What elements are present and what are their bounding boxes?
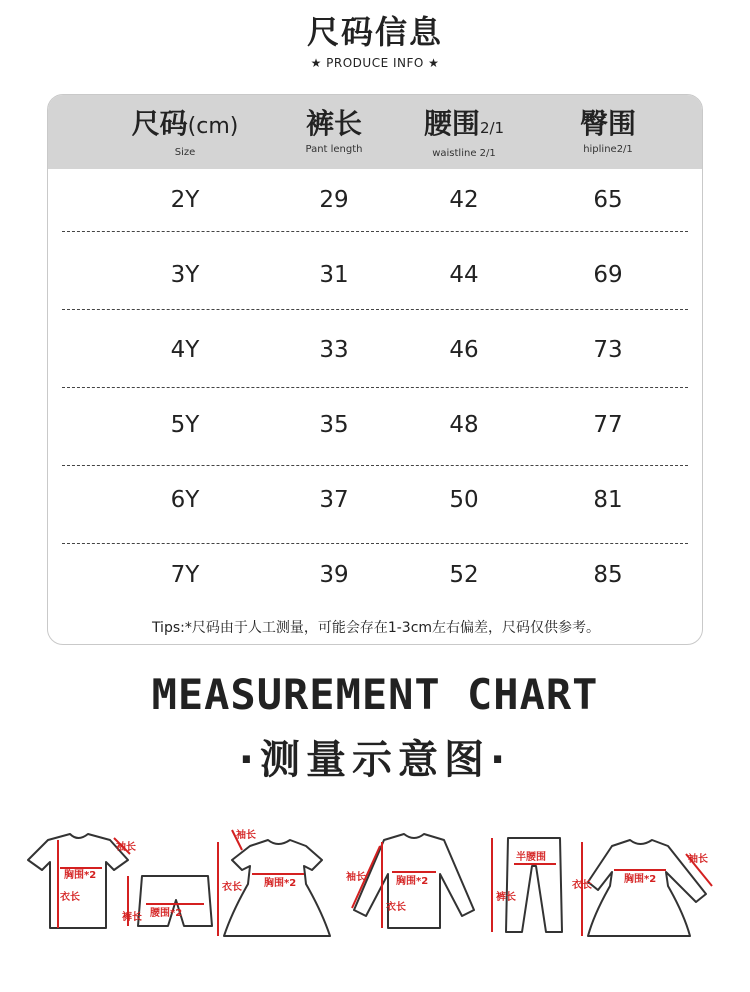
column-ratio: 2/1 bbox=[479, 119, 505, 137]
table-header bbox=[48, 95, 702, 169]
waist-label: 腰围*2 bbox=[150, 908, 183, 919]
table-cell: 85 bbox=[593, 562, 623, 588]
column-zh-label: 腰围 bbox=[423, 107, 480, 140]
row-divider bbox=[62, 309, 688, 310]
table-cell: 77 bbox=[593, 412, 623, 438]
sleeve-label: 袖长 bbox=[346, 872, 366, 883]
table-cell: 69 bbox=[593, 262, 623, 288]
tips-note: Tips:*尺码由于人工测量，可能会存在1-3cm左右偏差，尺码仅供参考。 bbox=[151, 620, 601, 636]
body-length-label: 衣长 bbox=[222, 882, 242, 893]
table-cell: 35 bbox=[319, 412, 349, 438]
body-length-label: 衣长 bbox=[60, 892, 80, 903]
column-zh-label: 尺码 bbox=[131, 107, 188, 140]
table-cell: 44 bbox=[449, 262, 479, 288]
tshirt-icon bbox=[28, 834, 128, 928]
body-length-label: 衣长 bbox=[386, 902, 406, 913]
table-cell: 73 bbox=[593, 337, 623, 363]
table-cell: 2Y bbox=[170, 187, 200, 213]
column-unit: (cm) bbox=[187, 114, 239, 139]
row-divider bbox=[62, 387, 688, 388]
column-header-size bbox=[103, 95, 267, 160]
pant-length-label: 裤长 bbox=[496, 892, 516, 903]
pant-length-label: 裤长 bbox=[122, 912, 142, 923]
column-zh-label: 臀围 bbox=[579, 107, 636, 140]
body-length-label: 衣长 bbox=[572, 880, 592, 891]
table-row bbox=[48, 255, 703, 295]
table-cell: 33 bbox=[319, 337, 349, 363]
table-row bbox=[48, 180, 703, 220]
table-cell: 4Y bbox=[170, 337, 200, 363]
sleeve-label: 袖长 bbox=[236, 830, 256, 841]
column-en-label: hipline2/1 bbox=[583, 144, 633, 155]
table-cell: 6Y bbox=[170, 487, 200, 513]
table-row bbox=[48, 480, 703, 520]
column-en-label: Pant length bbox=[305, 144, 363, 155]
column-header-hipline bbox=[526, 95, 690, 157]
column-en-label: Size bbox=[174, 147, 196, 158]
table-cell: 42 bbox=[449, 187, 479, 213]
table-cell: 52 bbox=[449, 562, 479, 588]
table-cell: 39 bbox=[319, 562, 349, 588]
row-divider bbox=[62, 231, 688, 232]
page-subtitle: ★ PRODUCE INFO ★ bbox=[310, 56, 440, 70]
chest-label: 胸围*2 bbox=[396, 876, 429, 887]
table-cell: 3Y bbox=[170, 262, 200, 288]
measurement-diagram bbox=[0, 820, 750, 950]
row-divider bbox=[62, 465, 688, 466]
page-header bbox=[0, 10, 750, 70]
column-header-waistline bbox=[382, 95, 546, 161]
row-divider bbox=[62, 543, 688, 544]
sleeve-label: 袖长 bbox=[116, 842, 136, 853]
table-cell: 65 bbox=[593, 187, 623, 213]
page-title: 尺码信息 bbox=[306, 13, 443, 51]
table-cell: 48 bbox=[449, 412, 479, 438]
table-cell: 37 bbox=[319, 487, 349, 513]
table-cell: 7Y bbox=[170, 562, 200, 588]
table-cell: 46 bbox=[449, 337, 479, 363]
sleeve-label: 袖长 bbox=[688, 854, 708, 865]
table-row bbox=[48, 405, 703, 445]
garment-illustrations bbox=[0, 820, 750, 950]
size-table bbox=[47, 94, 703, 645]
table-cell: 50 bbox=[449, 487, 479, 513]
table-cell: 5Y bbox=[170, 412, 200, 438]
chest-label: 胸围*2 bbox=[264, 878, 297, 889]
measurement-chart-subtitle: ·测量示意图· bbox=[238, 737, 512, 783]
table-row bbox=[48, 555, 703, 595]
column-en-label: waistline 2/1 bbox=[432, 148, 496, 159]
half-waist-label: 半腰围 bbox=[516, 852, 546, 863]
table-row bbox=[48, 330, 703, 370]
chest-label: 胸围*2 bbox=[64, 870, 97, 881]
measurement-chart-title: MEASUREMENT CHART bbox=[151, 670, 599, 719]
table-cell: 29 bbox=[319, 187, 349, 213]
column-zh-label: 裤长 bbox=[305, 107, 362, 140]
table-cell: 31 bbox=[319, 262, 349, 288]
table-cell: 81 bbox=[593, 487, 623, 513]
chest-label: 胸围*2 bbox=[624, 874, 657, 885]
